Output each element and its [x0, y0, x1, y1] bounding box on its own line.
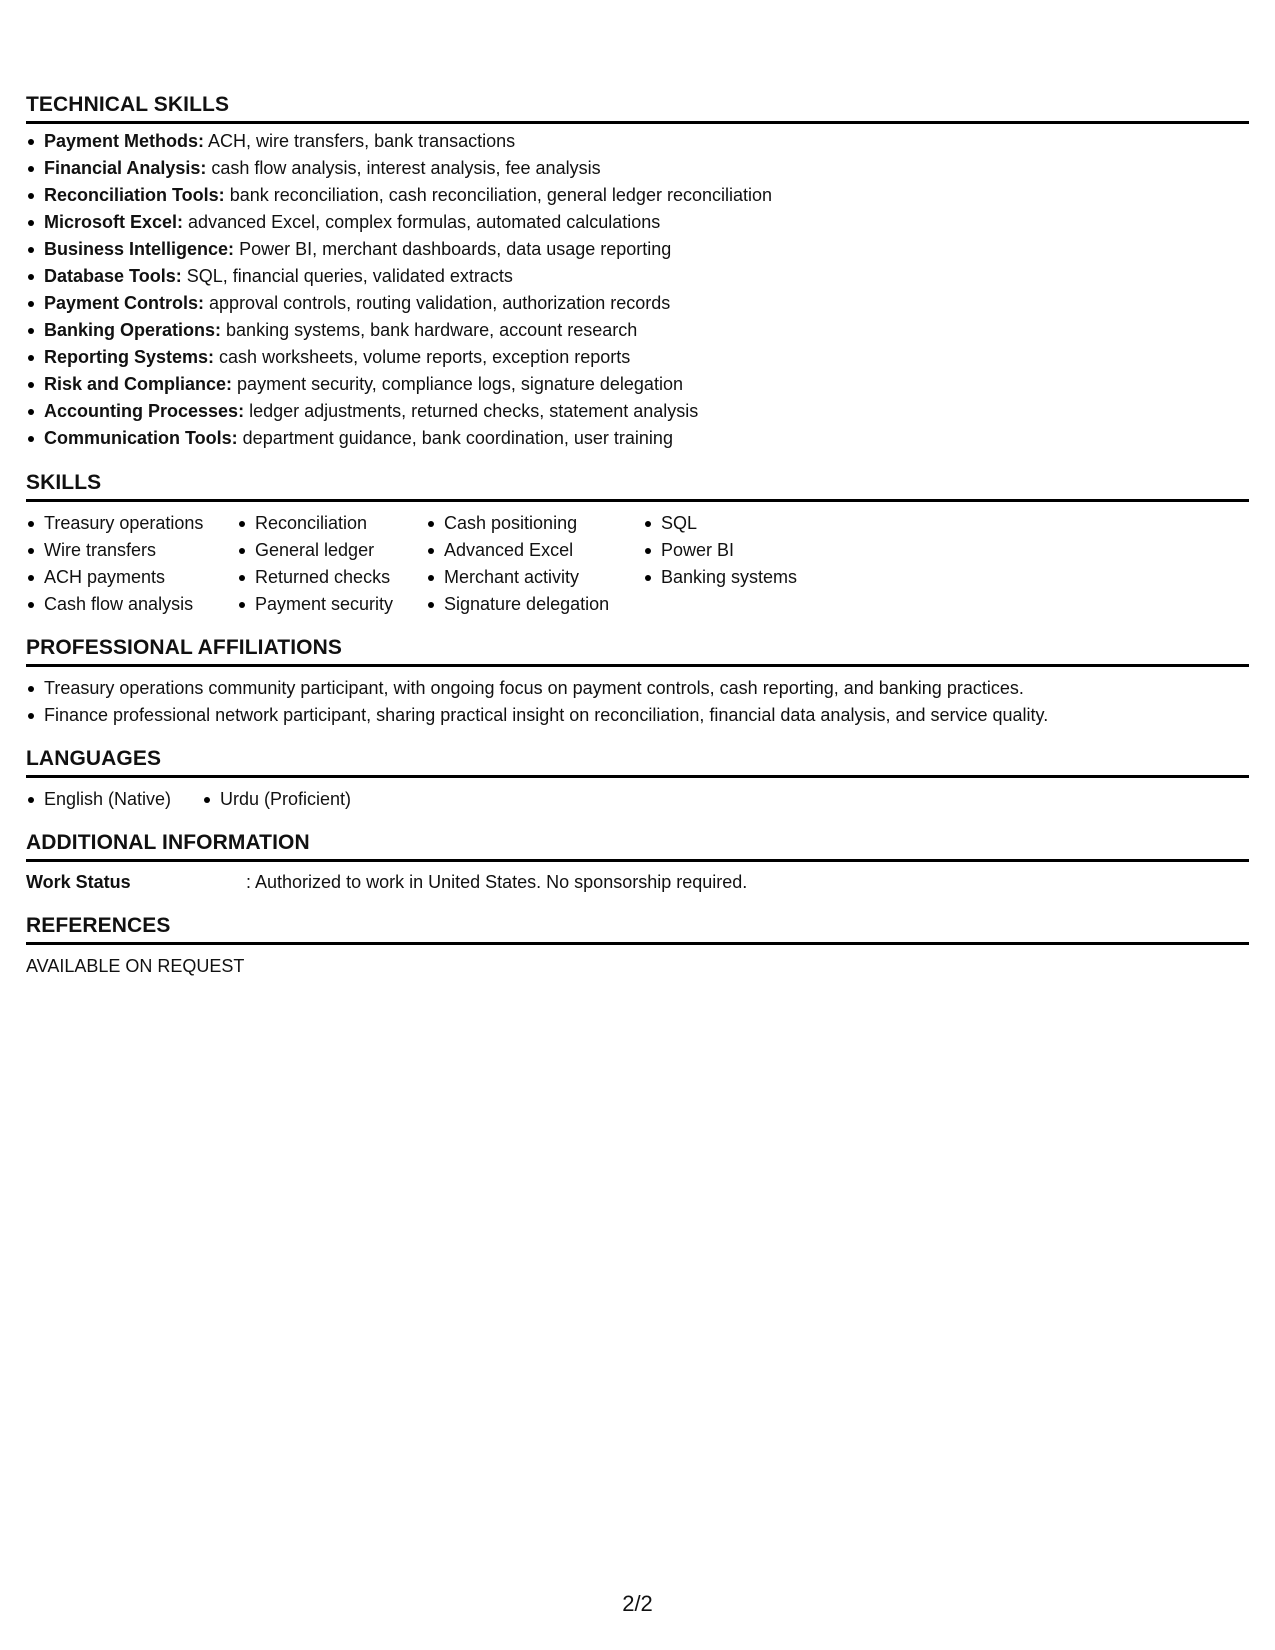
page-number: 2/2 [622, 1591, 653, 1616]
list-item [26, 263, 1249, 290]
affiliations-list [26, 675, 1249, 729]
skill-item: Payment security [237, 591, 426, 618]
list-item [26, 128, 1249, 155]
skill-category-text: Power BI, merchant dashboards, data usage reporting [234, 239, 672, 259]
section-title-languages: LANGUAGES [26, 746, 1249, 778]
list-item [26, 155, 1249, 182]
language-item: Urdu (Proficient) [202, 786, 351, 813]
skills-column [643, 510, 843, 618]
info-row-work-status [26, 869, 1249, 896]
skill-category-text: SQL, financial queries, validated extracts [181, 266, 513, 286]
section-title-technical-skills: TECHNICAL SKILLS [26, 92, 1249, 124]
list-item [26, 317, 1249, 344]
skill-category-text: approval controls, routing validation, authorization records [204, 293, 671, 313]
skill-item: Cash positioning [426, 510, 643, 537]
skill-category-text: ledger adjustments, returned checks, statement analysis [244, 401, 699, 421]
references-text: AVAILABLE ON REQUEST [26, 956, 245, 976]
skill-category-label: Financial Analysis: [44, 158, 207, 178]
section-title-references: REFERENCES [26, 913, 1249, 945]
skill-item: Wire transfers [26, 537, 237, 564]
skill-item: Merchant activity [426, 564, 643, 591]
section-title-additional-information: ADDITIONAL INFORMATION [26, 830, 1249, 862]
skills-column [426, 510, 643, 618]
technical-skills-list [26, 128, 1249, 452]
skill-category-label: Reporting Systems: [44, 347, 215, 367]
skill-category-text: cash worksheets, volume reports, exception reports [214, 347, 631, 367]
skill-category-text: department guidance, bank coordination, user training [237, 428, 673, 448]
language-item: English (Native) [26, 786, 202, 813]
section-title-affiliations: PROFESSIONAL AFFILIATIONS [26, 635, 1249, 667]
skill-item: General ledger [237, 537, 426, 564]
skill-category-text: ACH, wire transfers, bank transactions [204, 131, 516, 151]
skills-column [26, 510, 237, 618]
resume-page [26, 92, 1249, 980]
skill-category-label: Database Tools: [44, 266, 182, 286]
list-item [26, 425, 1249, 452]
skill-category-label: Payment Controls: [44, 293, 205, 313]
info-value: : Authorized to work in United States. No sponsorship required. [246, 872, 748, 892]
skill-category-text: bank reconciliation, cash reconciliation, general ledger reconciliation [224, 185, 772, 205]
skill-category-text: advanced Excel, complex formulas, automated calculations [183, 212, 661, 232]
skill-item: ACH payments [26, 564, 237, 591]
references-section [26, 913, 1249, 980]
list-item [26, 344, 1249, 371]
skill-item: Reconciliation [237, 510, 426, 537]
skill-item: Cash flow analysis [26, 591, 237, 618]
languages-section [26, 746, 1249, 813]
skill-category-label: Payment Methods: [44, 131, 205, 151]
list-item [26, 290, 1249, 317]
skill-item: SQL [643, 510, 843, 537]
section-title-skills: SKILLS [26, 470, 1249, 502]
info-key: Work Status [26, 872, 131, 892]
affiliation-item: Treasury operations community participant, with ongoing focus on payment controls, cash reporting, and banking practices. [26, 675, 1249, 702]
skill-category-label: Business Intelligence: [44, 239, 235, 259]
professional-affiliations-section [26, 635, 1249, 729]
skill-category-label: Accounting Processes: [44, 401, 245, 421]
list-item [26, 209, 1249, 236]
skill-category-label: Risk and Compliance: [44, 374, 233, 394]
skill-category-text: cash flow analysis, interest analysis, fee analysis [206, 158, 601, 178]
skills-column [237, 510, 426, 618]
skill-category-label: Banking Operations: [44, 320, 222, 340]
skills-grid [26, 510, 1249, 618]
skill-category-text: banking systems, bank hardware, account research [221, 320, 638, 340]
languages-list [26, 786, 1249, 813]
affiliation-item: Finance professional network participant, sharing practical insight on reconciliation, financial data analysis, and service quality. [26, 702, 1249, 729]
technical-skills-section [26, 92, 1249, 452]
list-item [26, 371, 1249, 398]
skills-section [26, 470, 1249, 618]
list-item [26, 398, 1249, 425]
skill-item: Signature delegation [426, 591, 643, 618]
skill-item: Treasury operations [26, 510, 237, 537]
skill-category-label: Microsoft Excel: [44, 212, 184, 232]
skill-item: Power BI [643, 537, 843, 564]
list-item [26, 236, 1249, 263]
list-item [26, 182, 1249, 209]
additional-information-section [26, 830, 1249, 896]
skill-item: Banking systems [643, 564, 843, 591]
skill-category-text: payment security, compliance logs, signature delegation [232, 374, 683, 394]
skill-category-label: Communication Tools: [44, 428, 238, 448]
skill-item: Advanced Excel [426, 537, 643, 564]
skill-category-label: Reconciliation Tools: [44, 185, 225, 205]
skill-item: Returned checks [237, 564, 426, 591]
